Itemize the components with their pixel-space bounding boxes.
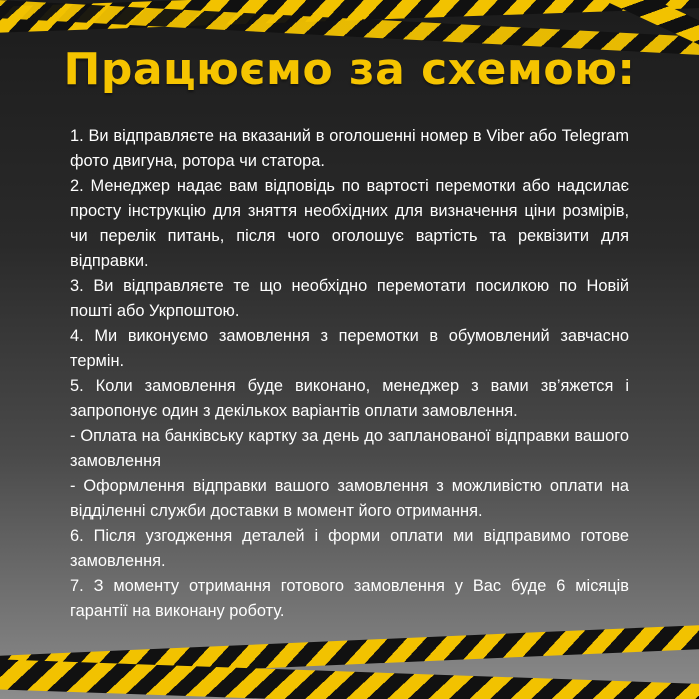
step-item: 7. З моменту отримання готового замовлення у Вас буде 6 місяців гарантії на виконану роботу. [70, 577, 629, 620]
step-item: - Оплата на банківську картку за день до запланованої відправки вашого замовлення [70, 427, 629, 470]
step-item: 6. Після узгодження деталей і форми оплати ми відправимо готове замовлення. [70, 527, 629, 570]
step-item: 4. Ми виконуємо замовлення з перемотки в обумовлений завчасно термін. [70, 327, 629, 370]
step-item: 1. Ви відправляєте на вказаний в оголошенні номер в Viber або Telegram фото двигуна, ротора чи статора. [70, 127, 629, 170]
page-title: Працюємо за схемою: [63, 44, 636, 95]
steps-list [70, 124, 629, 624]
step-item: - Оформлення відправки вашого замовлення з можливістю оплати на відділенні служби доставки в момент його отримання. [70, 477, 629, 520]
step-item: 3. Ви відправляєте те що необхідно перемотати посилкою по Новій пошті або Укрпоштою. [70, 277, 629, 320]
step-item: 2. Менеджер надає вам відповідь по вартості перемотки або надсилає просту інструкцію для зняття необхідних для визначення ціни розмірів, чи перелік питань, після чого оголошує вартість та реквізити для відправки. [70, 177, 629, 270]
step-item: 5. Коли замовлення буде виконано, менеджер з вами зв’яжется і запропонує один з декількох варіантів оплати замовлення. [70, 377, 629, 420]
